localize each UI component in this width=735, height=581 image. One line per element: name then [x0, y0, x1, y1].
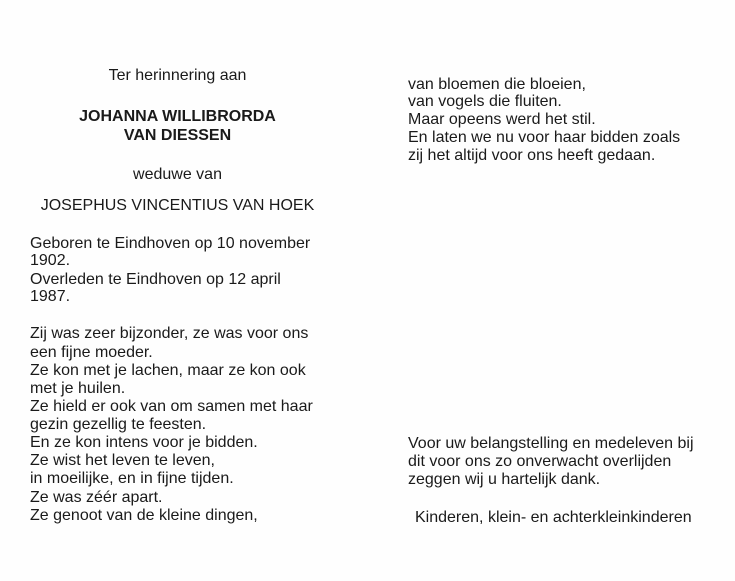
died-line1: Overleden te Eindhoven op 12 april — [30, 271, 281, 288]
poem-line: Ze hield er ook van om samen met haar — [30, 398, 313, 415]
poem-line: zij het altijd voor ons heeft gedaan. — [408, 147, 656, 164]
poem-line: Zij was zeer bijzonder, ze was voor ons — [30, 325, 309, 342]
spouse-name: JOSEPHUS VINCENTIUS VAN HOEK — [40, 197, 315, 214]
poem-line: van vogels die fluiten. — [408, 93, 562, 110]
poem-line: gezin gezellig te feesten. — [30, 416, 207, 433]
born-line2: 1902. — [30, 252, 71, 269]
family-signature: Kinderen, klein- en achterkleinkinderen — [415, 509, 692, 526]
poem-line: Ze wist het leven te leven, — [30, 452, 215, 469]
born-line1: Geboren te Eindhoven op 10 november — [30, 235, 311, 252]
intro-text: Ter herinnering aan — [108, 67, 247, 84]
thanks-line: Voor uw belangstelling en medeleven bij — [408, 435, 694, 452]
deceased-name-line2: VAN DIESSEN — [123, 127, 232, 144]
poem-line: En laten we nu voor haar bidden zoals — [408, 129, 681, 146]
poem-line: En ze kon intens voor je bidden. — [30, 434, 258, 451]
poem-line: Ze genoot van de kleine dingen, — [30, 507, 258, 524]
poem-line: een fijne moeder. — [30, 344, 153, 361]
poem-line: met je huilen. — [30, 380, 126, 397]
poem-line: in moeilijke, en in fijne tijden. — [30, 470, 234, 487]
poem-line: Ze kon met je lachen, maar ze kon ook — [30, 362, 306, 379]
widow-of-text: weduwe van — [133, 166, 222, 183]
poem-line: Ze was zéér apart. — [30, 489, 163, 506]
thanks-line: zeggen wij u hartelijk dank. — [408, 471, 601, 488]
poem-line: van bloemen die bloeien, — [408, 76, 586, 93]
died-line2: 1987. — [30, 288, 71, 305]
deceased-name-line1: JOHANNA WILLIBRORDA — [79, 108, 276, 125]
poem-line: Maar opeens werd het stil. — [408, 111, 596, 128]
thanks-line: dit voor ons zo onverwacht overlijden — [408, 453, 672, 470]
